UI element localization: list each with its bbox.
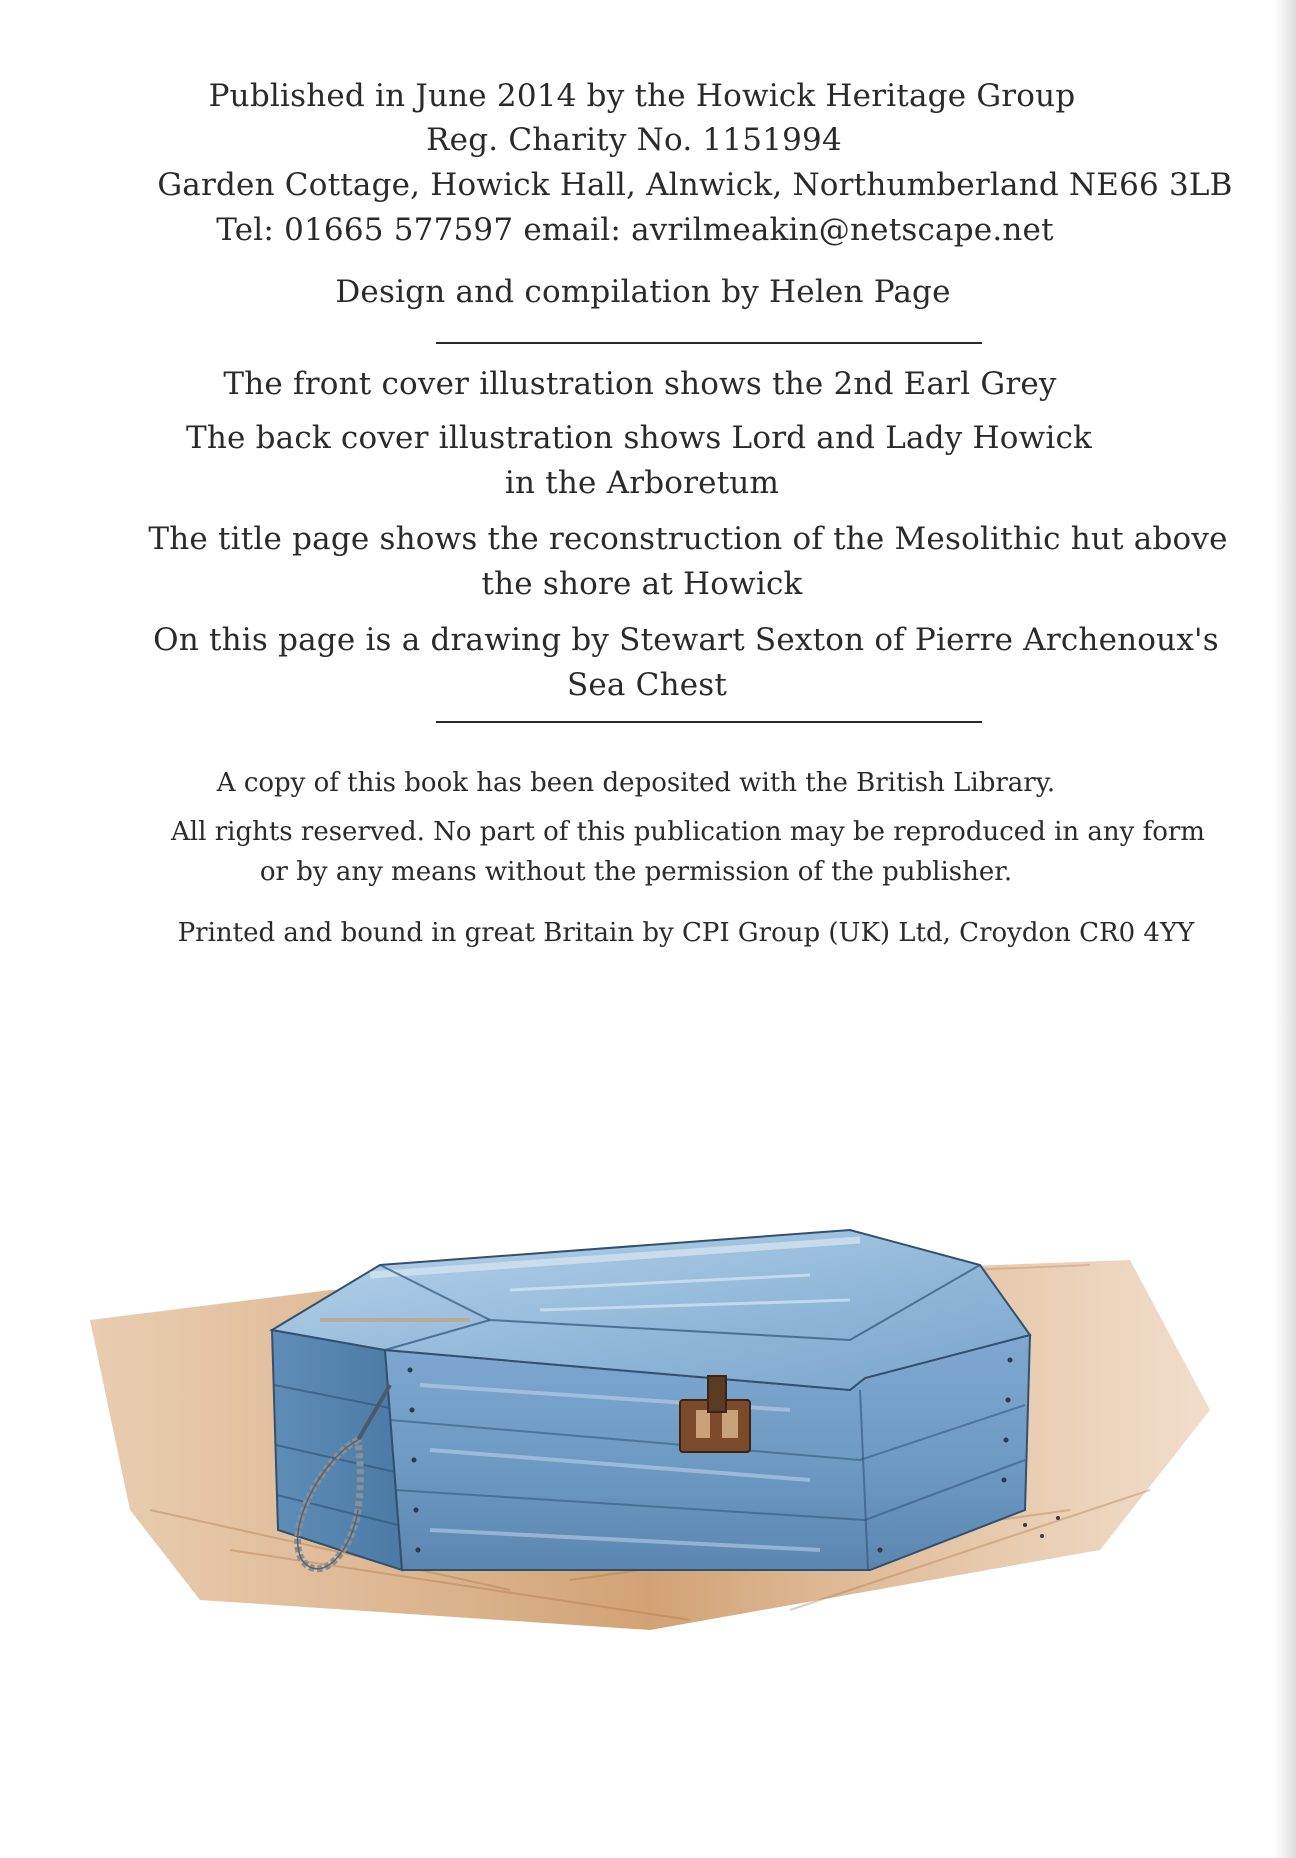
back-cover-credit-cont: in the Arboretum — [504, 465, 780, 501]
publisher-line: Published in June 2014 by the Howick Heritage Group — [208, 78, 1076, 114]
publisher-address: Garden Cottage, Howick Hall, Alnwick, Northumberland NE66 3LB — [157, 167, 1233, 203]
printer-notice: Printed and bound in great Britain by CPI Group (UK) Ltd, Croydon CR0 4YY — [177, 918, 1195, 948]
charity-number: Reg. Charity No. 1151994 — [426, 122, 842, 158]
publisher-contact: Tel: 01665 577597 email: avrilmeakin@netscape.net — [216, 212, 1054, 248]
rights-notice: All rights reserved. No part of this publication may be reproduced in any form — [171, 817, 1205, 847]
this-page-credit-cont: Sea Chest — [566, 667, 728, 703]
title-page-credit-cont: the shore at Howick — [481, 566, 803, 602]
design-credit: Design and compilation by Helen Page — [335, 274, 951, 310]
back-cover-credit: The back cover illustration shows Lord and Lady Howick — [185, 420, 1093, 456]
front-cover-credit: The front cover illustration shows the 2nd Earl Grey — [223, 366, 1057, 402]
chest-side — [272, 1330, 402, 1570]
this-page-credit: On this page is a drawing by Stewart Sexton of Pierre Archenoux's — [153, 622, 1219, 658]
divider — [436, 342, 982, 344]
sea-chest-drawing — [90, 990, 1296, 1710]
divider — [436, 721, 982, 723]
deposit-notice: A copy of this book has been deposited with the British Library. — [216, 768, 1056, 798]
title-page-credit: The title page shows the reconstruction of the Mesolithic hut above — [148, 521, 1228, 557]
page-edge-shadow — [1274, 0, 1296, 1858]
rights-notice-cont: or by any means without the permission of the publisher. — [259, 857, 1013, 887]
